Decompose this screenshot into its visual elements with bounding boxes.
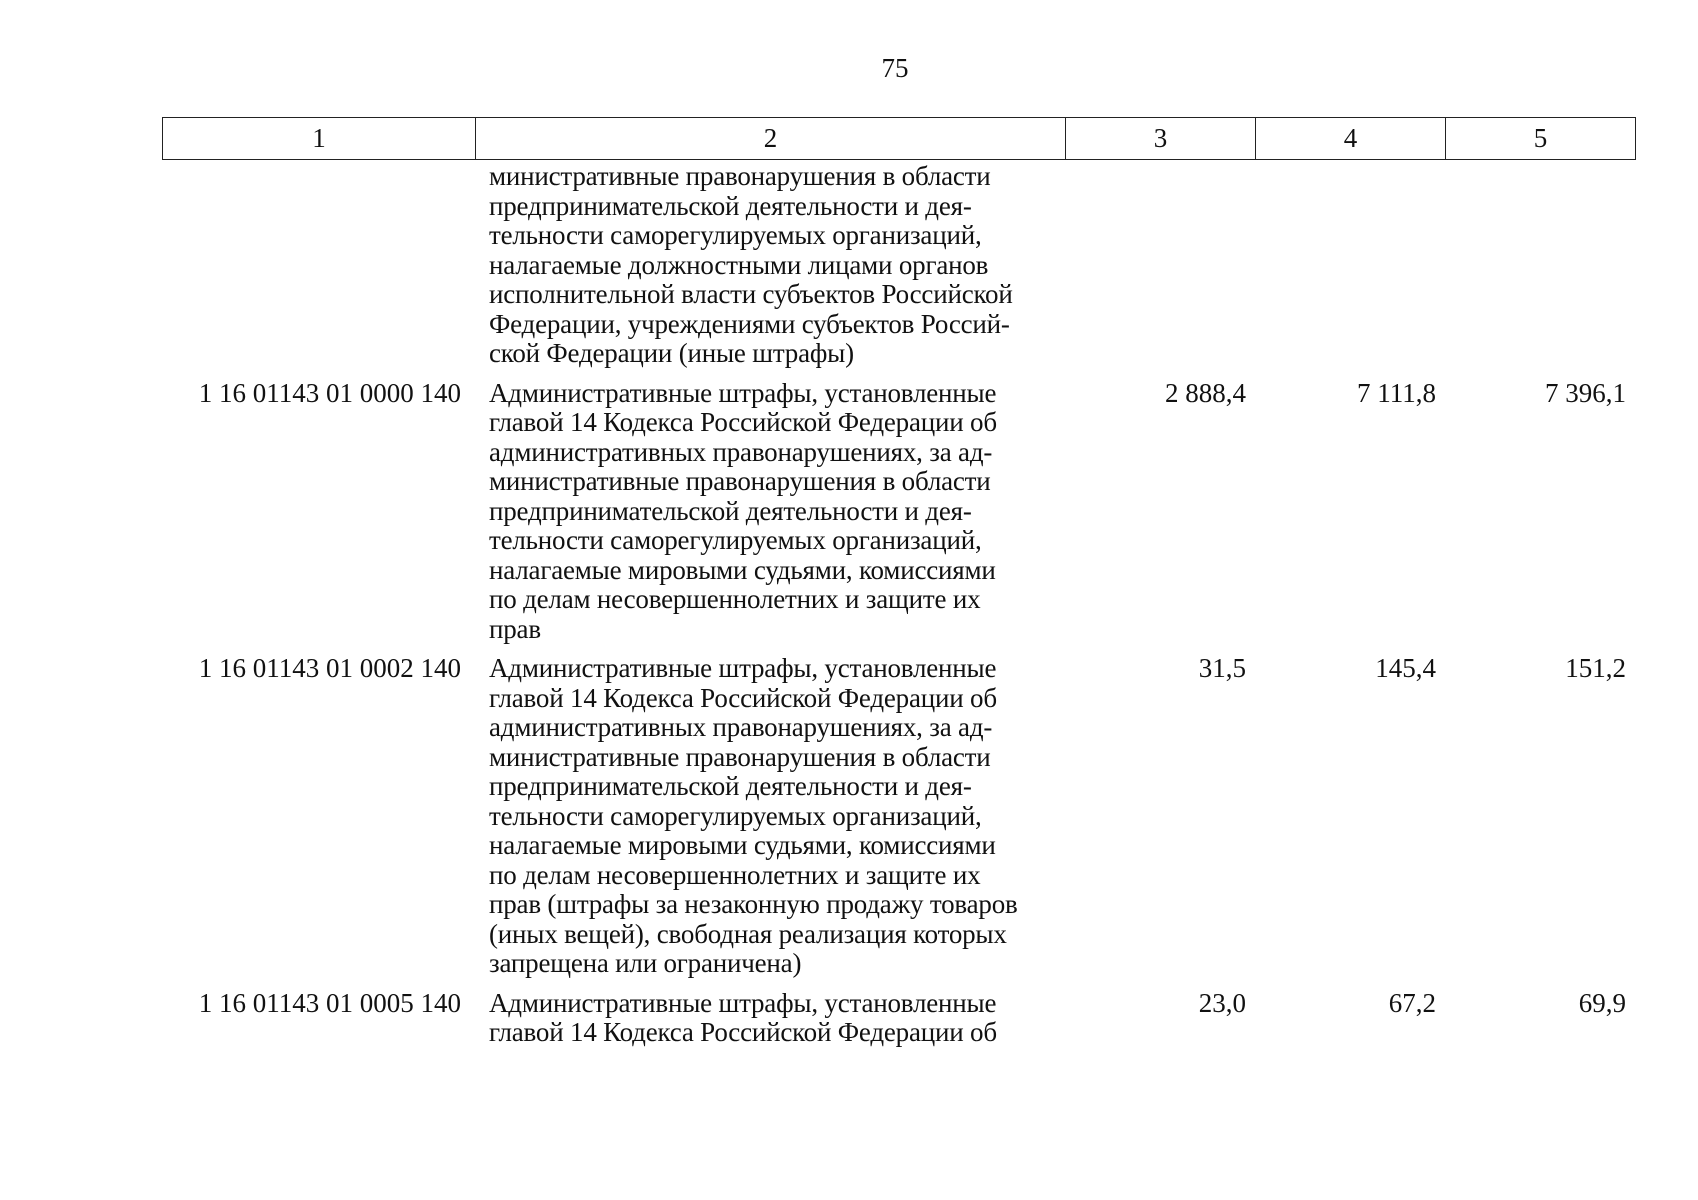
description-line: министративные правонарушения в области — [489, 741, 991, 772]
description-line: предпринимательской деятельности и дея- — [489, 495, 972, 526]
column-header-row — [163, 118, 1636, 160]
description-line: Федерации, учреждениями субъектов Россий- — [489, 308, 1010, 339]
description-line: (иных вещей), свободная реализация которых — [489, 918, 1007, 949]
description-line: налагаемые мировыми судьями, комиссиями — [489, 830, 996, 860]
value-col4: 7 111,8 — [1357, 377, 1436, 408]
description-line: исполнительной власти субъектов Российской — [489, 279, 1013, 309]
table-row — [162, 379, 1633, 645]
description-line: главой 14 Кодекса Российской Федерации об — [489, 407, 997, 437]
description-line: прав — [489, 613, 541, 644]
value-col5: 69,9 — [1578, 987, 1626, 1018]
description-line: прав (штрафы за незаконную продажу товаров — [489, 889, 1018, 919]
value-col3: 31,5 — [1198, 653, 1246, 683]
column-header-1: 1 — [163, 118, 476, 160]
description-line: главой 14 Кодекса Российской Федерации об — [489, 682, 997, 713]
code-cell: 1 16 01143 01 0005 140 — [198, 987, 461, 1018]
description-cell — [489, 379, 1052, 645]
page-number: 75 — [881, 53, 909, 83]
description-line: тельности саморегулируемых организаций, — [489, 800, 982, 831]
description-line: Административные штрафы, установленные — [489, 377, 997, 408]
column-header-4: 4 — [1256, 118, 1446, 160]
table-row — [162, 989, 1633, 1048]
table-row-continuation — [162, 162, 1633, 369]
description-line: запрещена или ограничена) — [489, 948, 802, 978]
description-line: тельности саморегулируемых организаций, — [489, 220, 982, 250]
column-header-table — [162, 117, 1636, 160]
value-col4: 145,4 — [1375, 653, 1436, 683]
description-line: Административные штрафы, установленные — [489, 987, 997, 1018]
value-col5: 7 396,1 — [1545, 377, 1626, 408]
description-line: министративные правонарушения в области — [489, 161, 991, 191]
column-header-5: 5 — [1446, 118, 1636, 160]
description-line: по делам несовершеннолетних и защите их — [489, 859, 981, 890]
description-line: по делам несовершеннолетних и защите их — [489, 584, 981, 614]
description-line: тельности саморегулируемых организаций, — [489, 525, 982, 555]
description-line: предпринимательской деятельности и дея- — [489, 771, 972, 801]
value-col3: 23,0 — [1198, 987, 1246, 1018]
description-line: административных правонарушениях, за ад- — [489, 712, 993, 742]
column-header-2: 2 — [476, 118, 1066, 160]
description-cell — [489, 654, 1052, 979]
value-col4: 67,2 — [1388, 987, 1436, 1018]
description-line: налагаемые мировыми судьями, комиссиями — [489, 554, 996, 585]
description-line: ской Федерации (иные штрафы) — [489, 338, 854, 368]
description-line: министративные правонарушения в области — [489, 466, 991, 496]
description-line: административных правонарушениях, за ад- — [489, 436, 993, 467]
value-col3: 2 888,4 — [1165, 377, 1246, 408]
description-line: предпринимательской деятельности и дея- — [489, 190, 972, 221]
description-line: главой 14 Кодекса Российской Федерации об — [489, 1017, 997, 1047]
table-body — [162, 162, 1633, 1058]
table-row — [162, 654, 1633, 979]
code-cell: 1 16 01143 01 0002 140 — [198, 653, 461, 683]
description-line: налагаемые должностными лицами органов — [489, 249, 989, 280]
value-col5: 151,2 — [1565, 653, 1626, 683]
description-cell — [489, 989, 1052, 1048]
code-cell: 1 16 01143 01 0000 140 — [198, 377, 461, 408]
description-line: Административные штрафы, установленные — [489, 653, 997, 683]
column-header-3: 3 — [1066, 118, 1256, 160]
description-cell — [489, 162, 1052, 369]
